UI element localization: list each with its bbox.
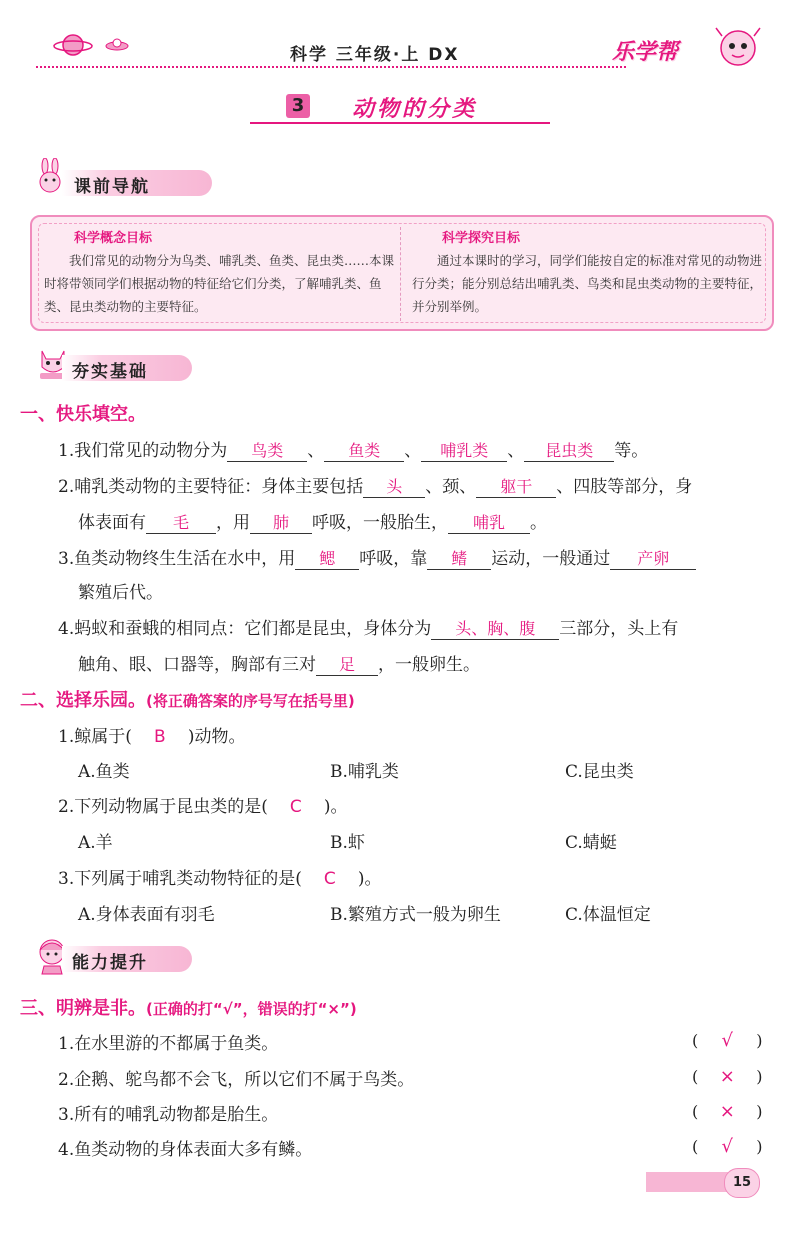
judge-item-3-mark: × [719,1101,735,1122]
part2-heading [20,686,355,712]
choice-q2-suffix: )。 [323,797,348,817]
fill-q4-suffix: ，一般卵生。 [378,655,480,675]
fill-q3-blank-3: 产卵 [610,546,696,570]
inquiry-goal-title: 科学探究目标 [442,231,521,246]
part3-heading [20,994,357,1020]
judge-item-2: 2.企鹅、鸵鸟都不会飞，所以它们不属于鸟类。 [58,1070,415,1090]
judge-item-3-parens [692,1101,776,1122]
fill-q1-blank-2: 鱼类 [324,438,404,462]
fill-q3-prefix: 3.鱼类动物终生生活在水中，用 [58,549,296,569]
fill-q2-blank-2: 躯干 [476,474,556,498]
choice-q2-prefix: 2.下列动物属于昆虫类的是( [58,797,268,817]
choice-q1-suffix: )动物。 [187,727,246,747]
judge-item-2-mark: × [719,1066,735,1087]
choice-q3-answer: C [323,869,336,889]
goals-divider [400,227,401,321]
page-number: 15 [724,1168,760,1198]
judge-item-4-mark: √ [721,1136,733,1157]
judge-item-2-close: ) [756,1067,763,1086]
choice-question-2 [58,792,348,817]
fill-q3-mid-2: 运动，一般通过 [491,549,611,569]
choice-q1-option-a: A.鱼类 [78,762,130,782]
fill-q1-blank-4: 昆虫类 [524,438,614,462]
choice-q3-prefix: 3.下列属于哺乳类动物特征的是( [58,869,302,889]
concept-goal-text: 我们常见的动物分为鸟类、哺乳类、鱼类、昆虫类……本课时将带领同学们根据动物的特征给它们分类，了解哺乳类、鱼类、昆虫类动物的主要特征。 [44,253,395,314]
choice-q1-option-b: B.哺乳类 [330,762,399,782]
fill-question-4 [58,614,678,640]
judge-item-3-open: ( [692,1102,699,1121]
fill-q2-mid-4: 呼吸，一般胎生， [312,513,448,533]
judge-item-4: 4.鱼类动物的身体表面大多有鳞。 [58,1140,313,1160]
fill-q2-mid-3: ，用 [216,513,250,533]
fill-q4-blank-2: 足 [316,652,378,676]
judge-item-3-close: ) [756,1102,763,1121]
fill-q2-line2-prefix: 体表面有 [78,513,146,533]
fill-q1-sep-1: 、 [307,441,325,461]
judge-item-1-open: ( [692,1031,699,1050]
choice-q3-option-a: A.身体表面有羽毛 [78,905,215,925]
judge-item-4-parens [692,1136,776,1157]
choice-q3-suffix: )。 [357,869,382,889]
part2-heading-text: 二、选择乐园。 [20,690,146,711]
choice-q2-option-a: A.羊 [78,833,113,853]
part1-heading: 一、快乐填空。 [20,404,146,425]
fill-q2-blank-5: 哺乳 [448,510,530,534]
fill-q1-suffix: 等。 [614,441,649,461]
mascot-icon [708,26,766,70]
choice-q1-answer: B [154,727,166,747]
judge-item-3: 3.所有的哺乳动物都是胎生。 [58,1105,279,1125]
fill-question-3 [58,544,696,570]
fill-q2-mid-2: 、四肢等部分，身 [556,477,693,497]
choice-q3-option-c: C.体温恒定 [565,905,651,925]
part3-note: (正确的打“√”，错误的打“×”) [146,1000,357,1018]
fill-q4-prefix: 4.蚂蚁和蚕蛾的相同点：它们都是昆虫，身体分为 [58,619,432,639]
goals-box [30,215,774,331]
choice-q1-option-c: C.昆虫类 [565,762,634,782]
fill-q1-blank-1: 鸟类 [227,438,307,462]
lesson-title: 动物的分类 [352,97,478,122]
choice-q2-option-b: B.虾 [330,833,365,853]
inquiry-goal-text: 通过本课时的学习，同学们能按自定的标准对常见的动物进行分类；能分别总结出哺乳类、鸟类和昆虫类动物的主要特征，并分别举例。 [412,253,763,314]
fill-q1-sep-3: 、 [507,441,525,461]
fill-q2-mid-1: 、颈、 [425,477,477,497]
brand-logo: 乐学帮 [612,40,679,65]
lesson-title-bar [250,92,550,124]
concept-goal-title: 科学概念目标 [74,231,153,246]
fill-question-3-line-2: 繁殖后代。 [78,583,163,603]
fill-question-2 [58,472,692,498]
lesson-number: 3 [286,94,310,118]
fill-q2-blank-3: 毛 [146,510,216,534]
judge-item-4-close: ) [756,1137,763,1156]
judge-item-4-open: ( [692,1137,699,1156]
fill-q3-mid-1: 呼吸，靠 [359,549,428,569]
part2-note: (将正确答案的序号写在括号里) [146,692,355,710]
fill-q2-suffix: 。 [530,513,547,533]
fill-q2-prefix: 2.哺乳类动物的主要特征：身体主要包括 [58,477,364,497]
choice-question-3 [58,864,382,889]
planet-icon [52,30,94,60]
section-title-improve: 能力提升 [72,953,148,973]
fill-question-4-line-2 [78,650,480,676]
fill-q2-blank-4: 肺 [250,510,312,534]
fill-q4-mid-1: 三部分，头上有 [559,619,679,639]
judge-item-1-mark: √ [721,1030,733,1051]
fill-question-2-line-2 [78,508,547,534]
header-title: 科学 三年级·上 DX [290,45,460,65]
fill-q3-blank-2: 鳍 [427,546,491,570]
fill-q4-line2-prefix: 触角、眼、口器等，胸部有三对 [78,655,316,675]
fill-question-1 [58,436,648,462]
ufo-icon [104,36,130,52]
judge-item-2-open: ( [692,1067,699,1086]
fill-q2-blank-1: 头 [363,474,425,498]
section-title-preview: 课前导航 [74,177,150,197]
section-title-basics: 夯实基础 [72,362,148,382]
part3-heading-text: 三、明辨是非。 [20,998,146,1019]
fill-q1-sep-2: 、 [404,441,422,461]
choice-question-1 [58,722,246,747]
judge-item-1: 1.在水里游的不都属于鱼类。 [58,1034,279,1054]
choice-q1-prefix: 1.鲸属于( [58,727,132,747]
choice-q2-answer: C [289,797,302,817]
judge-item-1-parens [692,1030,776,1051]
choice-q2-option-c: C.蜻蜓 [565,833,617,853]
choice-q3-option-b: B.繁殖方式一般为卵生 [330,905,501,925]
judge-item-1-close: ) [756,1031,763,1050]
fill-q4-blank-1: 头、胸、腹 [431,616,559,640]
header-divider [36,66,626,68]
fill-q1-blank-3: 哺乳类 [421,438,507,462]
fill-q1-prefix: 1.我们常见的动物分为 [58,441,228,461]
judge-item-2-parens [692,1066,776,1087]
fill-q3-blank-1: 鳃 [295,546,359,570]
